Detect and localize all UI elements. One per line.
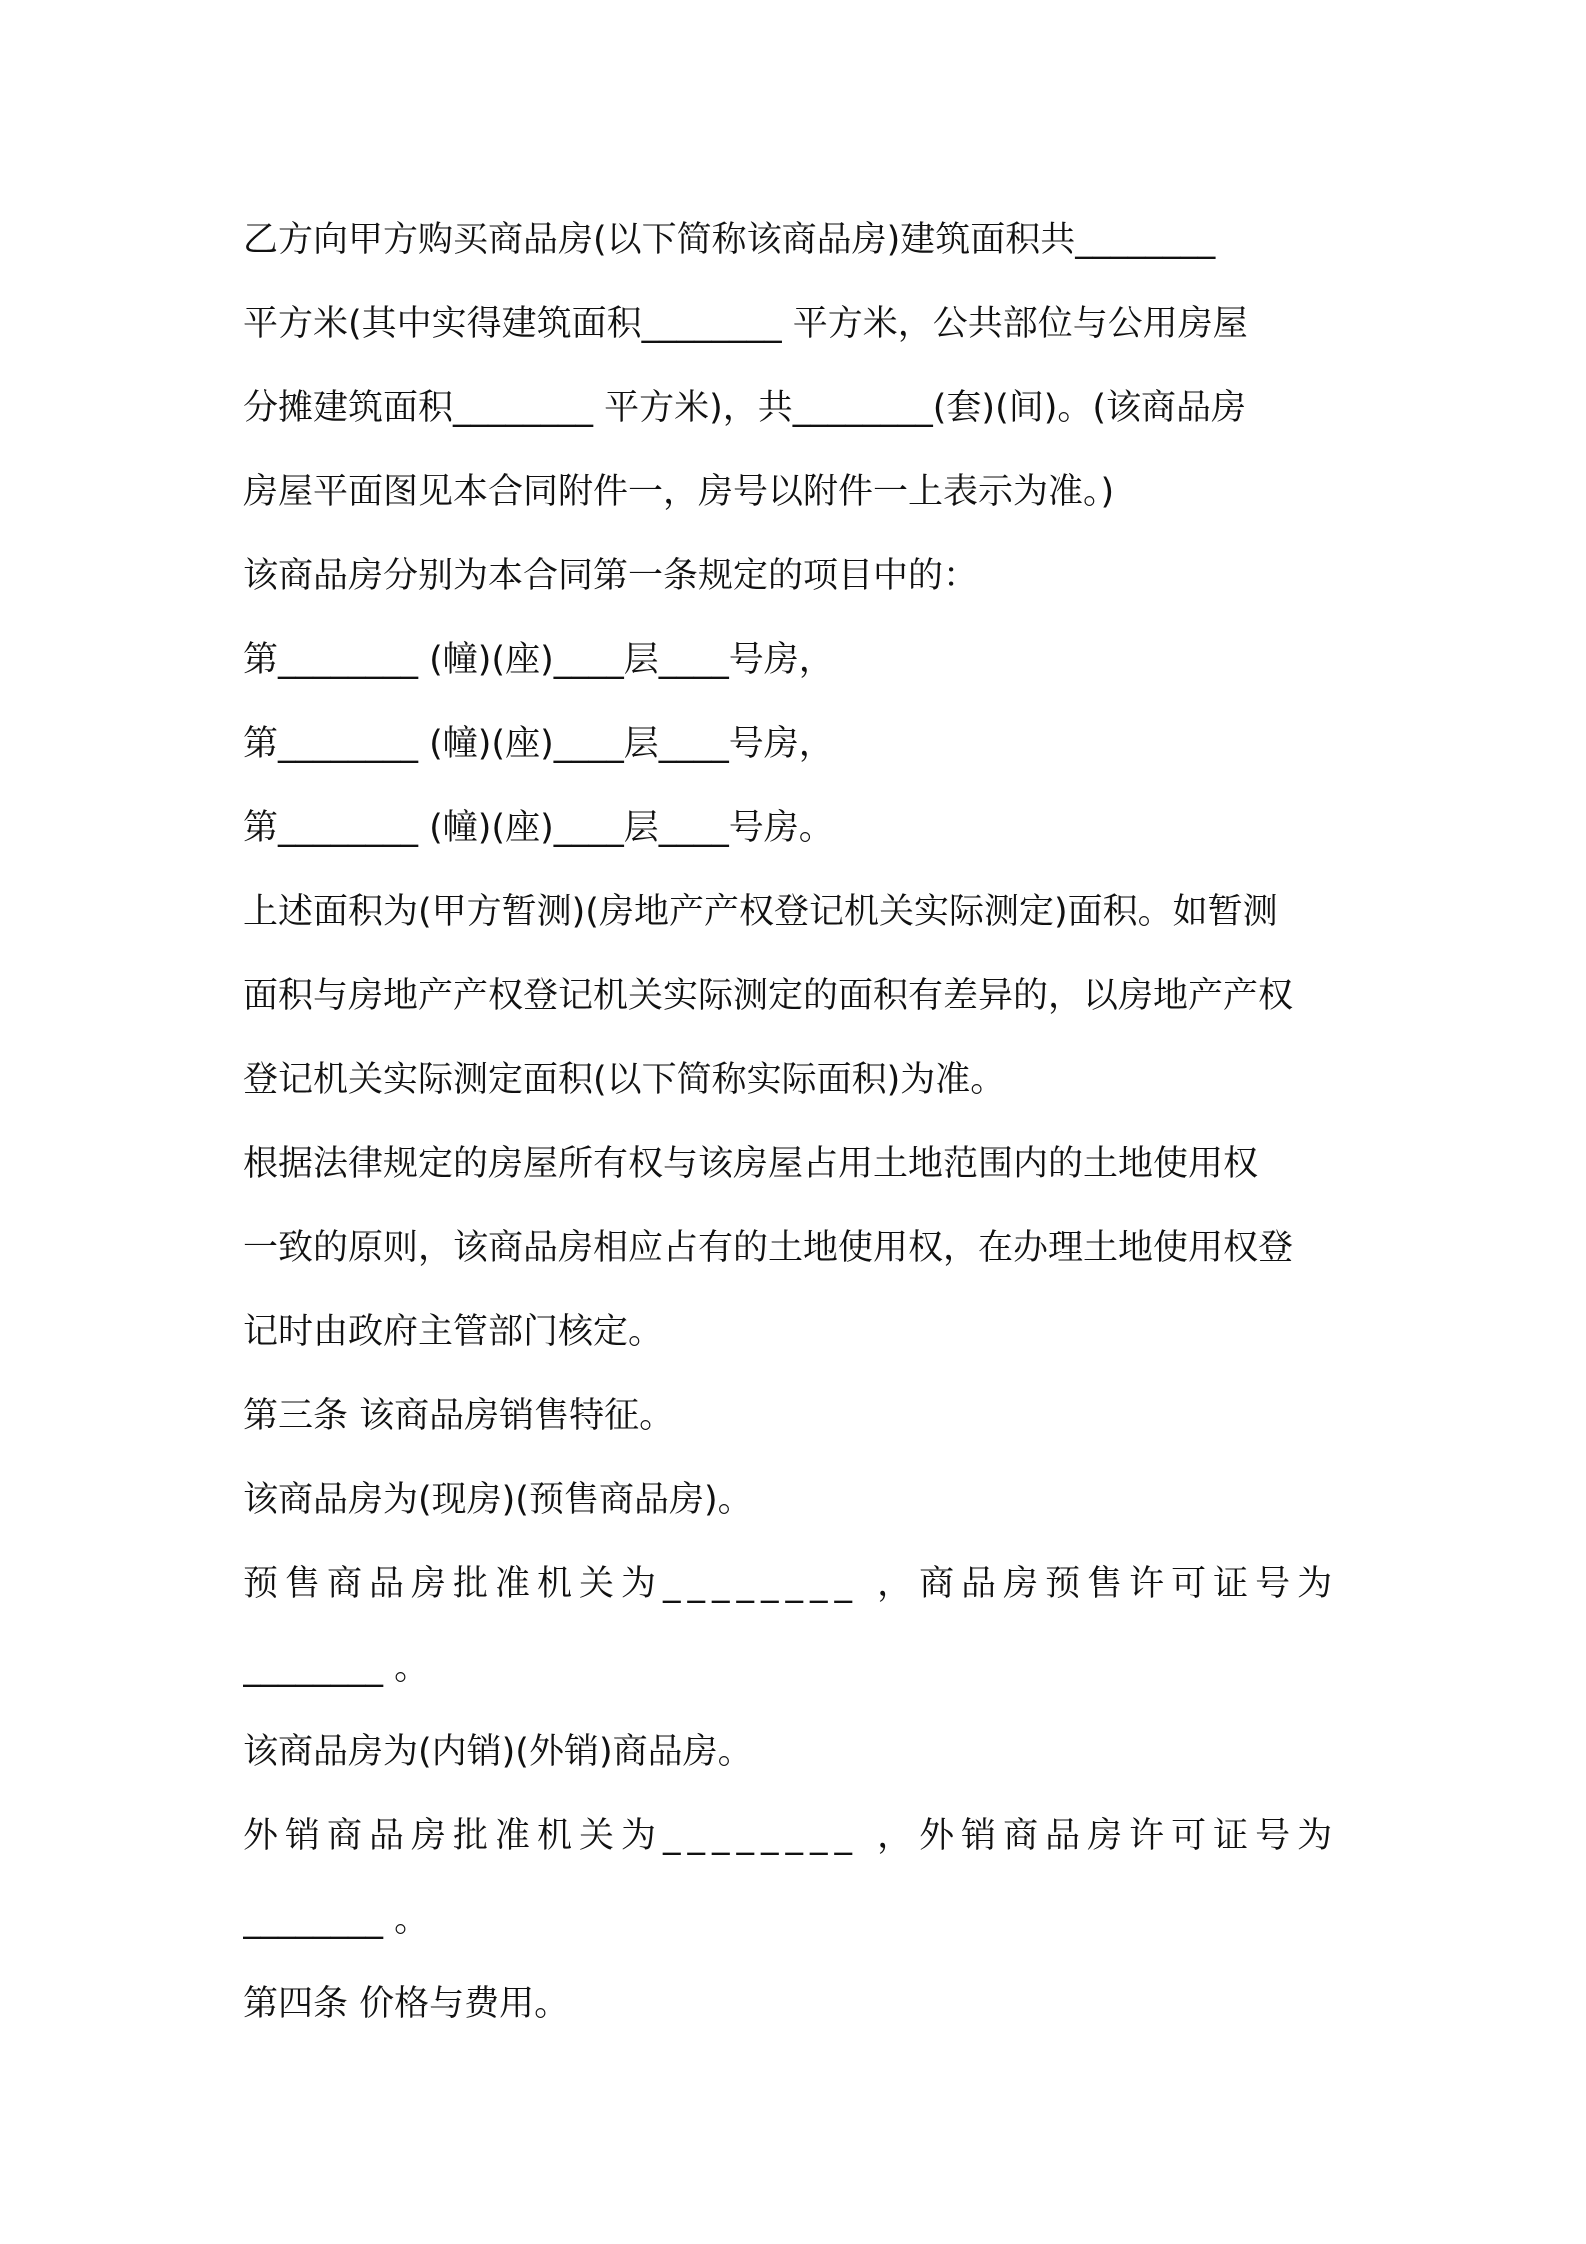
paragraph-line: 上述面积为(甲方暂测)(房地产产权登记机关实际测定)面积。如暂测	[243, 892, 1278, 932]
paragraph-line: 乙方向甲方购买商品房(以下简称该商品房)建筑面积共________	[243, 220, 1216, 260]
paragraph-line: 面积与房地产产权登记机关实际测定的面积有差异的，以房地产产权	[243, 976, 1294, 1016]
paragraph-line: 平方米(其中实得建筑面积________ 平方米，公共部位与公用房屋	[243, 304, 1248, 344]
document-body	[243, 198, 1353, 2046]
section-heading: 第三条 该商品房销售特征。	[243, 1396, 675, 1436]
paragraph-line: ________ 。	[243, 1900, 430, 1940]
paragraph-line: 该商品房分别为本合同第一条规定的项目中的：	[243, 556, 979, 596]
paragraph-line: 房屋平面图见本合同附件一，房号以附件一上表示为准。)	[243, 472, 1115, 512]
paragraph-line: 外销商品房批准机关为________ ，外销商品房许可证号为	[243, 1816, 1340, 1856]
paragraph-line: 第________ (幢)(座)____层____号房。	[243, 808, 834, 848]
paragraph-line: ________ 。	[243, 1648, 430, 1688]
section-heading: 第四条 价格与费用。	[243, 1984, 570, 2024]
paragraph-line: 根据法律规定的房屋所有权与该房屋占用土地范围内的土地使用权	[243, 1144, 1259, 1184]
paragraph-line: 预售商品房批准机关为________ ，商品房预售许可证号为	[243, 1564, 1340, 1604]
paragraph-line: 第________ (幢)(座)____层____号房，	[243, 640, 834, 680]
paragraph-line: 一致的原则，该商品房相应占有的土地使用权，在办理土地使用权登	[243, 1228, 1294, 1268]
paragraph-line: 记时由政府主管部门核定。	[243, 1312, 664, 1352]
paragraph-line: 该商品房为(现房)(预售商品房)。	[243, 1480, 753, 1520]
paragraph-line: 登记机关实际测定面积(以下简称实际面积)为准。	[243, 1060, 1006, 1100]
paragraph-line: 第________ (幢)(座)____层____号房，	[243, 724, 834, 764]
paragraph-line: 该商品房为(内销)(外销)商品房。	[243, 1732, 753, 1772]
paragraph-line: 分摊建筑面积________ 平方米)，共________(套)(间)。(该商品房	[243, 388, 1247, 428]
